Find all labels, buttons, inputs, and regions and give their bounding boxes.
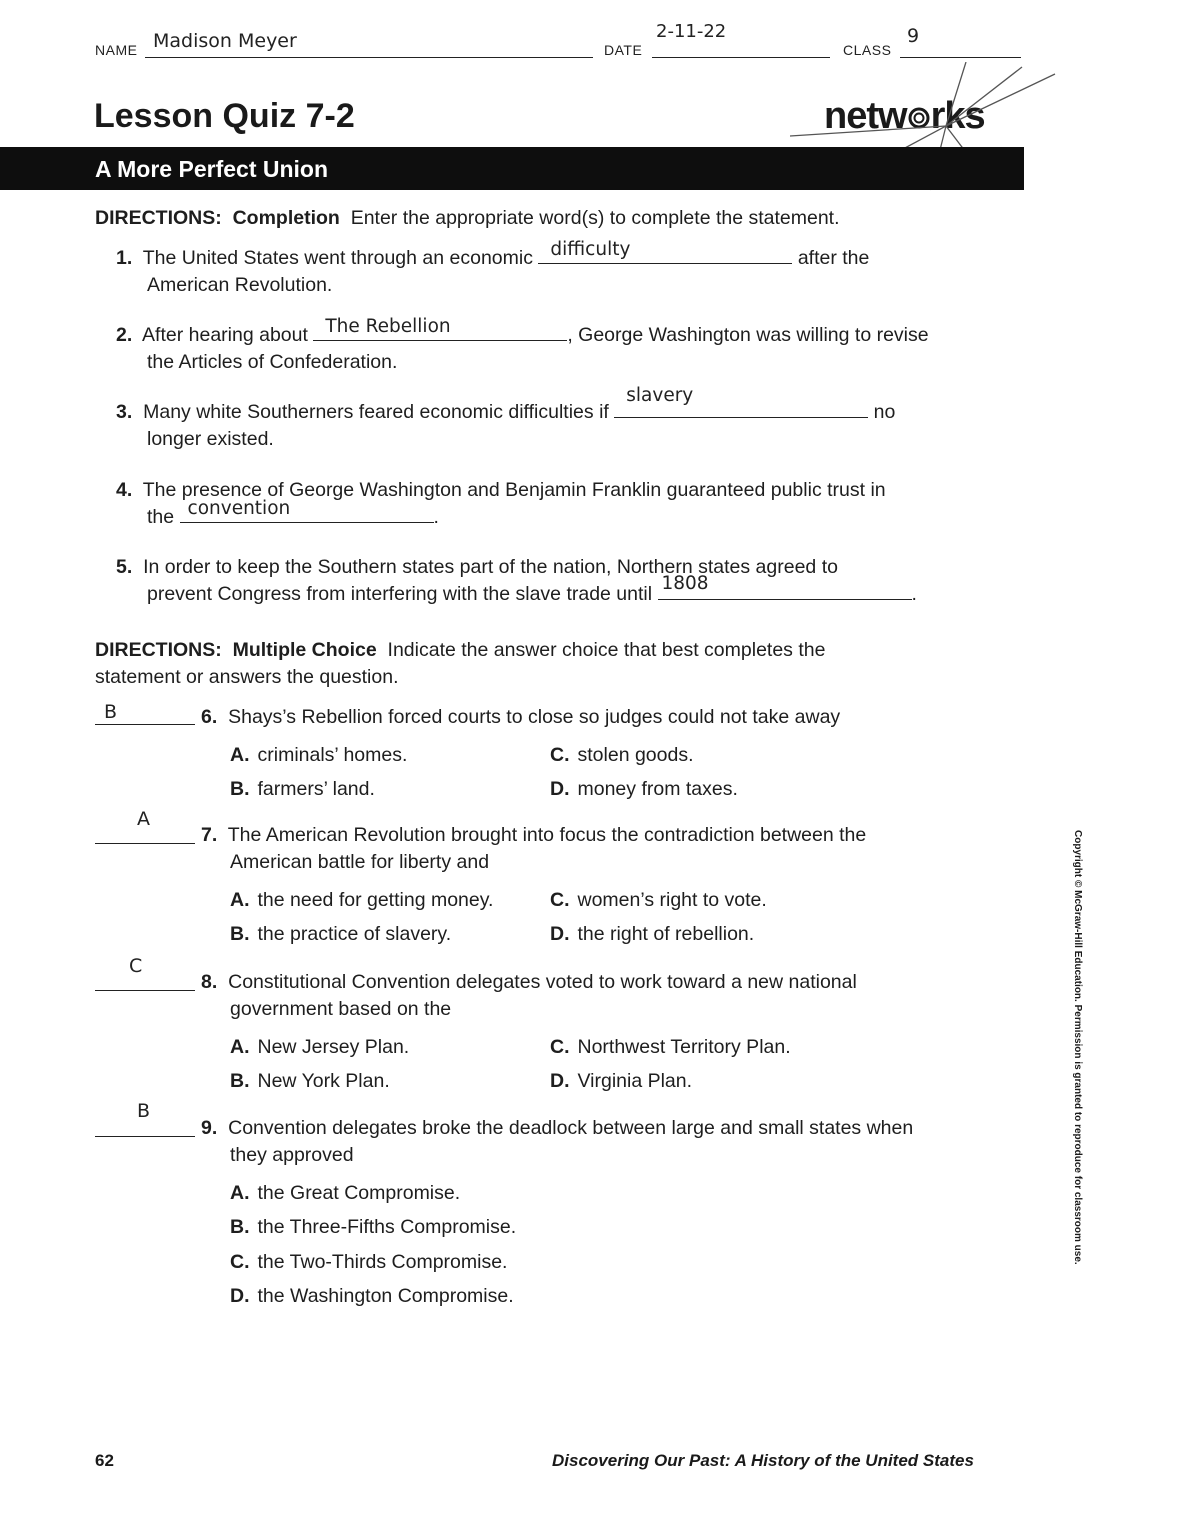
date-label: DATE xyxy=(604,42,643,58)
option[interactable] xyxy=(230,1034,409,1061)
option-text: the need for getting money. xyxy=(257,889,494,911)
directions-text-line2: statement or answers the question. xyxy=(95,666,399,688)
mc-question-7 xyxy=(201,822,866,876)
answer-value: 1808 xyxy=(661,573,709,594)
question-text: The American Revolution brought into focus the contradiction between the xyxy=(227,824,867,846)
answer-value: convention xyxy=(187,498,291,519)
option-text: New York Plan. xyxy=(257,1070,390,1092)
option-text: the Two-Thirds Compromise. xyxy=(257,1251,508,1273)
option[interactable] xyxy=(230,1249,507,1276)
class-value: 9 xyxy=(907,25,920,47)
option-letter: A. xyxy=(230,1036,250,1058)
item-number: 9. xyxy=(201,1117,218,1139)
section-title: A More Perfect Union xyxy=(95,156,329,182)
item-number: 8. xyxy=(201,971,218,993)
book-title: Discovering Our Past: A History of the United States xyxy=(552,1451,974,1470)
option[interactable] xyxy=(550,1068,692,1095)
item-text: After hearing about xyxy=(142,324,308,346)
option[interactable] xyxy=(230,1068,390,1095)
page-title: Lesson Quiz 7-2 xyxy=(94,97,355,135)
option-text: the right of rebellion. xyxy=(577,923,755,945)
option-text: the Washington Compromise. xyxy=(257,1285,514,1307)
answer-value: slavery xyxy=(626,385,694,406)
mc-answer-value: B xyxy=(137,1100,151,1122)
option-text: Virginia Plan. xyxy=(577,1070,693,1092)
directions-label: DIRECTIONS: xyxy=(95,207,222,229)
mc-question-8 xyxy=(201,969,857,1023)
item-text: The presence of George Washington and Benjamin Franklin guaranteed public trust in xyxy=(142,479,886,501)
item-text-after: no xyxy=(873,401,896,423)
option-text: the Three-Fifths Compromise. xyxy=(257,1216,517,1238)
item-text: Many white Southerners feared economic difficulties if xyxy=(143,401,609,423)
option-letter: D. xyxy=(550,778,570,800)
page-number: 62 xyxy=(95,1451,114,1470)
option-text: New Jersey Plan. xyxy=(257,1036,410,1058)
mc-answer-value: C xyxy=(129,955,143,977)
completion-item-5 xyxy=(116,554,1026,608)
mc-answer-blank[interactable] xyxy=(95,1136,195,1137)
item-number: 2. xyxy=(116,324,133,346)
item-text-after: after the xyxy=(797,247,870,269)
option-text: the practice of slavery. xyxy=(257,923,452,945)
option-letter: A. xyxy=(230,1182,250,1204)
directions-text: Indicate the answer choice that best completes the xyxy=(387,639,826,661)
class-field-line[interactable] xyxy=(900,57,1021,58)
option-letter: A. xyxy=(230,744,250,766)
question-text: Convention delegates broke the deadlock between large and small states when xyxy=(228,1117,914,1139)
copyright-notice: Copyright © McGraw-Hill Education. Permission is granted to reproduce for classroom use. xyxy=(1072,830,1083,1265)
option-letter: C. xyxy=(550,1036,570,1058)
option-letter: B. xyxy=(230,1216,250,1238)
mc-answer-blank[interactable] xyxy=(95,843,195,844)
mc-answer-value: B xyxy=(104,701,118,723)
item-text: In order to keep the Southern states part of the nation, Northern states agreed to xyxy=(143,556,838,578)
item-number: 7. xyxy=(201,824,218,846)
logo-text-end: rks xyxy=(930,95,985,137)
mc-question-9 xyxy=(201,1115,913,1169)
option-text: women’s right to vote. xyxy=(577,889,767,911)
item-text-after: . xyxy=(433,506,439,528)
mc-directions xyxy=(95,637,995,691)
option-letter: D. xyxy=(550,923,570,945)
directions-label: DIRECTIONS: xyxy=(95,639,222,661)
name-field-line[interactable] xyxy=(145,57,593,58)
question-text: Constitutional Convention delegates voted to work toward a new national xyxy=(228,971,857,993)
option[interactable] xyxy=(550,776,738,803)
class-label: CLASS xyxy=(843,42,892,58)
option-letter: D. xyxy=(550,1070,570,1092)
mc-answer-blank[interactable] xyxy=(95,990,195,991)
option[interactable] xyxy=(230,887,493,914)
option-letter: A. xyxy=(230,889,250,911)
option[interactable] xyxy=(550,887,767,914)
item-number: 1. xyxy=(116,247,133,269)
question-text-line2: government based on the xyxy=(230,998,452,1020)
answer-blank[interactable] xyxy=(658,573,912,600)
logo-text-start: netw xyxy=(824,95,907,137)
name-value: Madison Meyer xyxy=(153,30,297,52)
date-value: 2-11-22 xyxy=(656,21,727,42)
question-text: Shays’s Rebellion forced courts to close so judges could not take away xyxy=(228,706,841,728)
item-number: 4. xyxy=(116,479,133,501)
option-letter: B. xyxy=(230,778,250,800)
answer-value: difficulty xyxy=(550,239,631,260)
answer-value: The Rebellion xyxy=(325,316,451,337)
mc-answer-value: A xyxy=(137,808,150,830)
option-text: criminals’ homes. xyxy=(257,744,408,766)
completion-item-1 xyxy=(116,239,1016,299)
option-letter: C. xyxy=(550,744,570,766)
completion-directions xyxy=(95,205,840,232)
option[interactable] xyxy=(230,776,375,803)
question-text-line2: American battle for liberty and xyxy=(230,851,490,873)
date-field-line[interactable] xyxy=(652,57,830,58)
option-letter: B. xyxy=(230,1070,250,1092)
answer-blank[interactable] xyxy=(180,498,434,523)
option-text: farmers’ land. xyxy=(257,778,375,800)
completion-item-2 xyxy=(116,316,1026,376)
item-text-after: , George Washington was willing to revise xyxy=(567,324,929,346)
item-number: 3. xyxy=(116,401,133,423)
item-text-line2: American Revolution. xyxy=(147,274,333,296)
section-title-bar xyxy=(0,147,1024,190)
option-letter: B. xyxy=(230,923,250,945)
directions-text: Enter the appropriate word(s) to complete the statement. xyxy=(350,207,840,229)
option[interactable] xyxy=(550,1034,791,1061)
option-text: stolen goods. xyxy=(577,744,694,766)
option[interactable] xyxy=(230,1283,514,1310)
option-letter: D. xyxy=(230,1285,250,1307)
item-text-after: . xyxy=(911,583,917,605)
item-number: 5. xyxy=(116,556,133,578)
question-text-line2: they approved xyxy=(230,1144,354,1166)
option[interactable] xyxy=(550,742,694,769)
answer-blank[interactable] xyxy=(538,239,792,264)
directions-type: Multiple Choice xyxy=(232,639,377,661)
item-text-line2: longer existed. xyxy=(147,428,274,450)
option-text: the Great Compromise. xyxy=(257,1182,461,1204)
item-text-line2: prevent Congress from interfering with the slave trade until xyxy=(147,583,653,605)
option[interactable] xyxy=(230,921,451,948)
option[interactable] xyxy=(550,921,754,948)
item-number: 6. xyxy=(201,706,218,728)
completion-item-4 xyxy=(116,477,1026,531)
directions-type: Completion xyxy=(232,207,340,229)
item-text: The United States went through an economic xyxy=(142,247,533,269)
option-text: Northwest Territory Plan. xyxy=(577,1036,791,1058)
option-letter: C. xyxy=(550,889,570,911)
item-text-line2: the Articles of Confederation. xyxy=(147,351,398,373)
item-text-line2: the xyxy=(147,506,175,528)
option[interactable] xyxy=(230,1214,516,1241)
completion-item-3 xyxy=(116,385,1016,453)
mc-question-6 xyxy=(201,704,840,731)
answer-blank[interactable] xyxy=(614,385,868,418)
option[interactable] xyxy=(230,742,407,769)
answer-blank[interactable] xyxy=(313,316,567,341)
mc-answer-blank[interactable] xyxy=(95,724,195,725)
option[interactable] xyxy=(230,1180,460,1207)
name-label: NAME xyxy=(95,42,138,58)
option-text: money from taxes. xyxy=(577,778,738,800)
option-letter: C. xyxy=(230,1251,250,1273)
